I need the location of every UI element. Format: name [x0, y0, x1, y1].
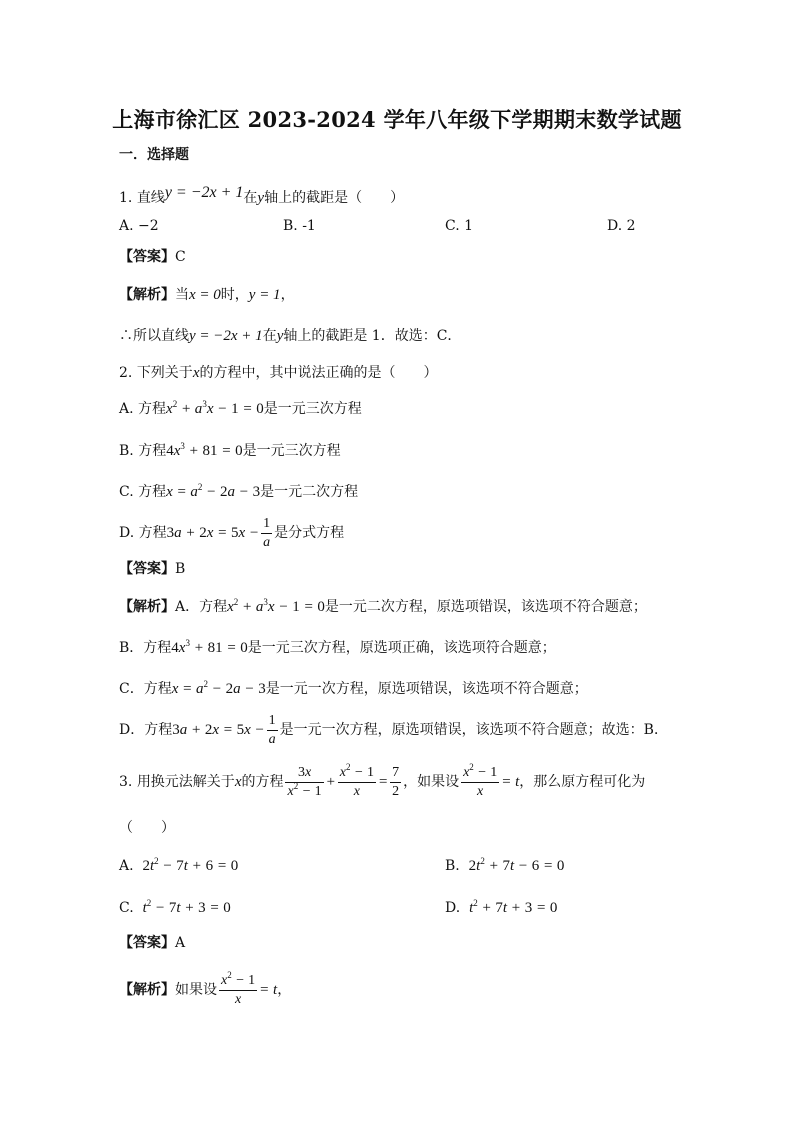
fraction: $\frac{1}{a}$ [268, 712, 276, 747]
question-2: 2. 下列关于x的方程中，其中说法正确的是（ ） [119, 365, 438, 381]
q2-option-d: D. 方程3a + 2x = 5x − $\frac{1}{a}$ 是分式方程 [119, 515, 345, 550]
q3-option-a: A. $2t^2 - 7t + 6 = 0$ [119, 856, 239, 874]
q2-option-a: A. 方程$x^2 + a^3x - 1 = 0$是一元三次方程 [119, 399, 362, 417]
q1-option-b: B. -1 [283, 218, 316, 234]
fraction: $\frac{3x}{x^2 - 1}$ [287, 764, 322, 799]
fraction: $\frac{7}{2}$ [392, 764, 400, 799]
page-title: 上海市徐汇区 2023-2024 学年八年级下学期期末数学试题 [112, 107, 682, 132]
q3-analysis: 【解析】如果设 $\frac{x^2 - 1}{x}$ = t， [119, 969, 292, 1007]
q1-conclusion: ∴所以直线y = −2x + 1在y轴上的截距是 1．故选：C． [119, 328, 462, 344]
section-heading: 一．选择题 [119, 147, 189, 163]
q1-option-d: D. 2 [607, 218, 636, 234]
q2-analysis-b: B．方程$4x^3 + 81 = 0$是一元三次方程，原选项正确，该选项符合题意； [119, 638, 556, 656]
q2-analysis-c: C．方程$x = a^2 - 2a - 3$是一元一次方程，原选项错误，该选项不符合题意； [119, 679, 588, 697]
q1-analysis: 【解析】当x = 0时，y = 1， [119, 287, 295, 303]
q3-option-b: B. $2t^2 + 7t - 6 = 0$ [445, 856, 565, 874]
q1-option-a: A. −2 [119, 218, 159, 234]
question-1: 1. 直线y = −2x + 1在y轴上的截距是（ ） [119, 184, 405, 206]
fraction: $\frac{x^2 - 1}{x}$ [463, 761, 498, 799]
q3-paren: （ ） [119, 820, 175, 836]
q3-option-d: D. $t^2 + 7t + 3 = 0$ [445, 898, 558, 916]
fraction: $\frac{1}{a}$ [263, 515, 271, 550]
question-3: 3. 用换元法解关于x的方程 $\frac{3x}{x^2 - 1}$ + $\frac{x^2 - 1}{x}$ = $\frac{7}{2}$ ，如果设 $\frac{x^2 - 1}{x}$ = t，那么原方程可化为 [119, 761, 646, 799]
q2-analysis-d: D．方程3a + 2x = 5x − $\frac{1}{a}$ 是一元一次方程，原选项错误，该选项不符合题意；故选：B． [119, 712, 668, 747]
fraction: $\frac{x^2 - 1}{x}$ [221, 969, 256, 1007]
q2-option-c: C. 方程$x = a^2 - 2a - 3$是一元二次方程 [119, 482, 359, 500]
q1-number: 1. [119, 190, 133, 206]
fraction: $\frac{x^2 - 1}{x}$ [339, 761, 374, 799]
q2-answer: 【答案】B [119, 561, 186, 577]
q2-analysis-a: 【解析】A．方程$x^2 + a^3x - 1 = 0$是一元二次方程，原选项错误，该选项不符合题意； [119, 597, 647, 615]
q3-answer: 【答案】A [119, 935, 186, 951]
q3-option-c: C. $t^2 - 7t + 3 = 0$ [119, 898, 231, 916]
q1-answer: 【答案】C [119, 249, 186, 265]
q2-option-b: B. 方程$4x^3 + 81 = 0$是一元三次方程 [119, 441, 341, 459]
q1-option-c: C. 1 [445, 218, 474, 234]
q1-equation: y = −2x + 1 [164, 184, 244, 201]
